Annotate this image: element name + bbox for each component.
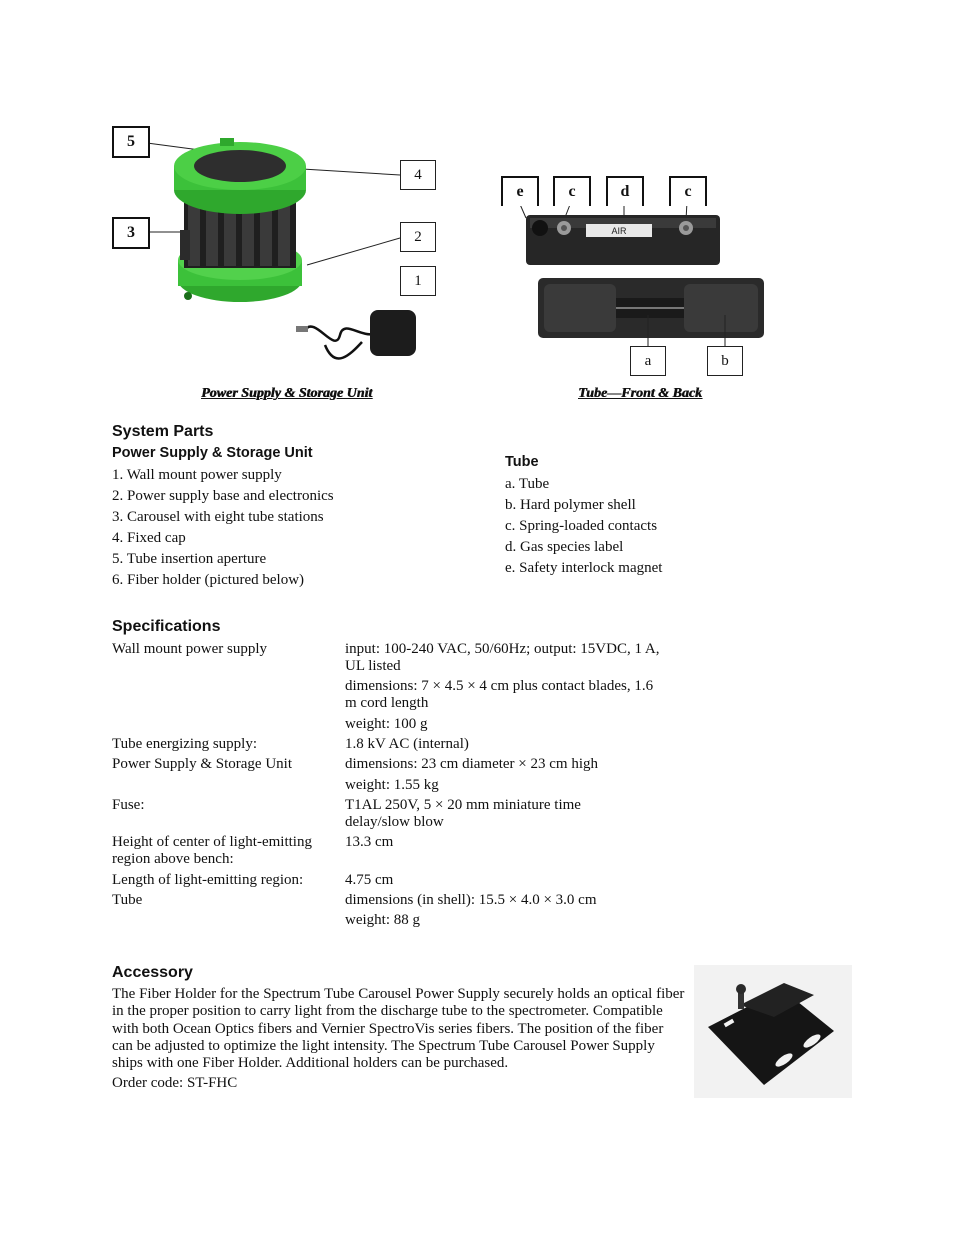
- psu-figure-caption: Power Supply & Storage Unit: [201, 386, 373, 401]
- tube-figure-caption: Tube—Front & Back: [578, 386, 702, 401]
- spec-value: 13.3 cm: [345, 834, 394, 850]
- spec-label: Height of center of light-emitting region above bench:: [112, 834, 312, 867]
- accessory-body: The Fiber Holder for the Spectrum Tube Carousel Power Supply securely holds an optical fiber in the proper position to carry light from the discharge tube to the spectrometer. Compatible with both Ocean Optics fibers and Vernier SpectroVis series fibers. The position of the fiber can be adjusted to optimize the light intensity. The Spectrum Tube Carousel Power Supply ships with one Fiber Holder. Additional holders can be purchased.: [112, 986, 685, 1072]
- list-item: 2. Power supply base and electronics: [112, 488, 334, 504]
- callout-2: 2: [400, 222, 436, 252]
- callout-a: a: [630, 346, 666, 376]
- spec-label: Wall mount power supply: [112, 641, 268, 657]
- list-item: e. Safety interlock magnet: [505, 560, 663, 576]
- system-parts-heading: System Parts: [112, 423, 214, 440]
- spec-label: Fuse:: [112, 797, 145, 813]
- callout-1: 1: [400, 266, 436, 296]
- fiber-holder-illustration: [694, 965, 852, 1098]
- callout-c-left: c: [553, 176, 591, 206]
- spec-value: dimensions: 7 × 4.5 × 4 cm plus contact blades, 1.6 m cord length: [345, 678, 654, 711]
- order-code: Order code: ST-FHC: [112, 1075, 238, 1091]
- list-item: 4. Fixed cap: [112, 530, 186, 546]
- list-item: 6. Fiber holder (pictured below): [112, 572, 305, 588]
- spec-value: dimensions (in shell): 15.5 × 4.0 × 3.0 cm: [345, 892, 597, 908]
- list-item: 3. Carousel with eight tube stations: [112, 509, 324, 525]
- gas-species-label: AIR: [611, 226, 627, 236]
- psu-parts-list: [112, 465, 334, 591]
- spec-value: weight: 88 g: [345, 912, 420, 928]
- callout-b: b: [707, 346, 743, 376]
- callout-3: 3: [112, 217, 150, 249]
- psu-parts-heading: Power Supply & Storage Unit: [112, 445, 313, 461]
- callout-4: 4: [400, 160, 436, 190]
- callout-5: 5: [112, 126, 150, 158]
- spec-label: Tube: [112, 892, 143, 908]
- spec-label: Length of light-emitting region:: [112, 872, 304, 888]
- accessory-heading: Accessory: [112, 964, 193, 981]
- spec-value: dimensions: 23 cm diameter × 23 cm high: [345, 756, 599, 772]
- tube-parts-heading: Tube: [505, 454, 539, 470]
- spec-label: Power Supply & Storage Unit: [112, 756, 292, 772]
- spec-value: 1.8 kV AC (internal): [345, 736, 469, 752]
- list-item: 5. Tube insertion aperture: [112, 551, 267, 567]
- spec-label: Tube energizing supply:: [112, 736, 257, 752]
- tube-parts-list: [505, 474, 662, 579]
- callout-d: d: [606, 176, 644, 206]
- fiber-holder-photo: [694, 965, 852, 1098]
- spec-value: T1AL 250V, 5 × 20 mm miniature time delay/slow blow: [345, 797, 581, 830]
- callout-e: e: [501, 176, 539, 206]
- spec-value: weight: 100 g: [345, 716, 428, 732]
- spec-value: 4.75 cm: [345, 872, 394, 888]
- list-item: 1. Wall mount power supply: [112, 467, 282, 483]
- list-item: a. Tube: [505, 476, 550, 492]
- specifications-heading: Specifications: [112, 618, 221, 635]
- callout-c-right: c: [669, 176, 707, 206]
- list-item: b. Hard polymer shell: [505, 497, 636, 513]
- list-item: c. Spring-loaded contacts: [505, 518, 658, 534]
- spec-value: input: 100-240 VAC, 50/60Hz; output: 15VDC, 1 A, UL listed: [345, 641, 660, 674]
- list-item: d. Gas species label: [505, 539, 624, 555]
- spec-value: weight: 1.55 kg: [345, 777, 439, 793]
